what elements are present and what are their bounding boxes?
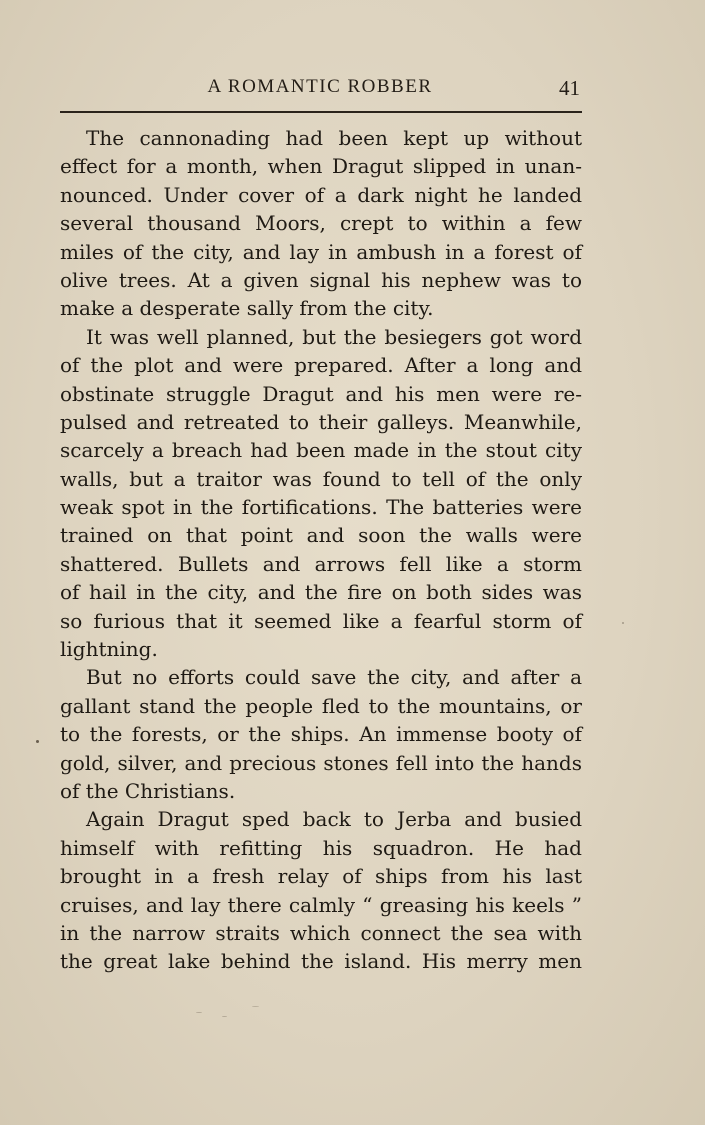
paper-speck: [196, 1012, 202, 1013]
text-line: nounced. Under cover of a dark night he landed: [60, 182, 582, 207]
text-line: pulsed and retreated to their galleys. Meanwhile,: [60, 409, 582, 434]
text-line: cruises, and lay there calmly “ greasing his keels ”: [60, 892, 582, 917]
body-text: [60, 124, 582, 976]
text-line: make a desperate sally from the city.: [60, 296, 434, 321]
text-line: the great lake behind the island. His merry men: [60, 949, 582, 974]
text-line: The cannonading had been kept up without: [86, 126, 582, 150]
running-head: [60, 76, 580, 102]
paper-speck: [622, 622, 624, 624]
text-line: to the forests, or the ships. An immense booty of: [60, 722, 582, 747]
text-line: so furious that it seemed like a fearful storm of: [60, 608, 582, 633]
paper-speck: [222, 1016, 227, 1017]
paper-speck: [36, 740, 39, 743]
text-line: weak spot in the fortifications. The batteries were: [60, 495, 582, 520]
paper-speck: [252, 1006, 259, 1007]
text-line: of the Christians.: [60, 778, 236, 803]
text-line: of the plot and were prepared. After a long and: [60, 353, 582, 378]
text-line: It was well planned, but the besiegers got word: [86, 324, 582, 349]
text-line: obstinate struggle Dragut and his men were re-: [60, 381, 582, 406]
text-line: effect for a month, when Dragut slipped in unan-: [60, 154, 582, 179]
text-line: lightning.: [60, 637, 158, 662]
text-line: scarcely a breach had been made in the stout city: [60, 438, 582, 463]
running-head-title: A ROMANTIC ROBBER: [207, 76, 433, 97]
text-line: brought in a fresh relay of ships from his last: [60, 864, 582, 889]
text-line: gold, silver, and precious stones fell into the hands: [60, 750, 582, 775]
header-rule: [60, 111, 582, 113]
text-line: of hail in the city, and the fire on both sides was: [60, 580, 582, 605]
paragraph-4: [60, 805, 582, 975]
paragraph-2: [60, 323, 582, 664]
text-line: gallant stand the people fled to the mountains, or: [60, 693, 582, 718]
text-line: shattered. Bullets and arrows fell like a storm: [60, 551, 582, 576]
text-line: Again Dragut sped back to Jerba and busied: [86, 807, 582, 832]
text-line: in the narrow straits which connect the sea with: [60, 920, 582, 945]
text-line: walls, but a traitor was found to tell of the only: [60, 466, 582, 491]
text-line: trained on that point and soon the walls were: [60, 523, 582, 548]
text-line: himself with refitting his squadron. He had: [60, 835, 582, 860]
paragraph-3: [60, 663, 582, 805]
text-line: But no efforts could save the city, and after a: [86, 665, 582, 690]
text-line: olive trees. At a given signal his nephew was to: [60, 267, 582, 292]
paragraph-1: [60, 124, 582, 323]
text-line: several thousand Moors, crept to within a few: [60, 211, 582, 236]
text-line: miles of the city, and lay in ambush in a forest of: [60, 239, 582, 264]
page-number: 41: [559, 76, 580, 100]
